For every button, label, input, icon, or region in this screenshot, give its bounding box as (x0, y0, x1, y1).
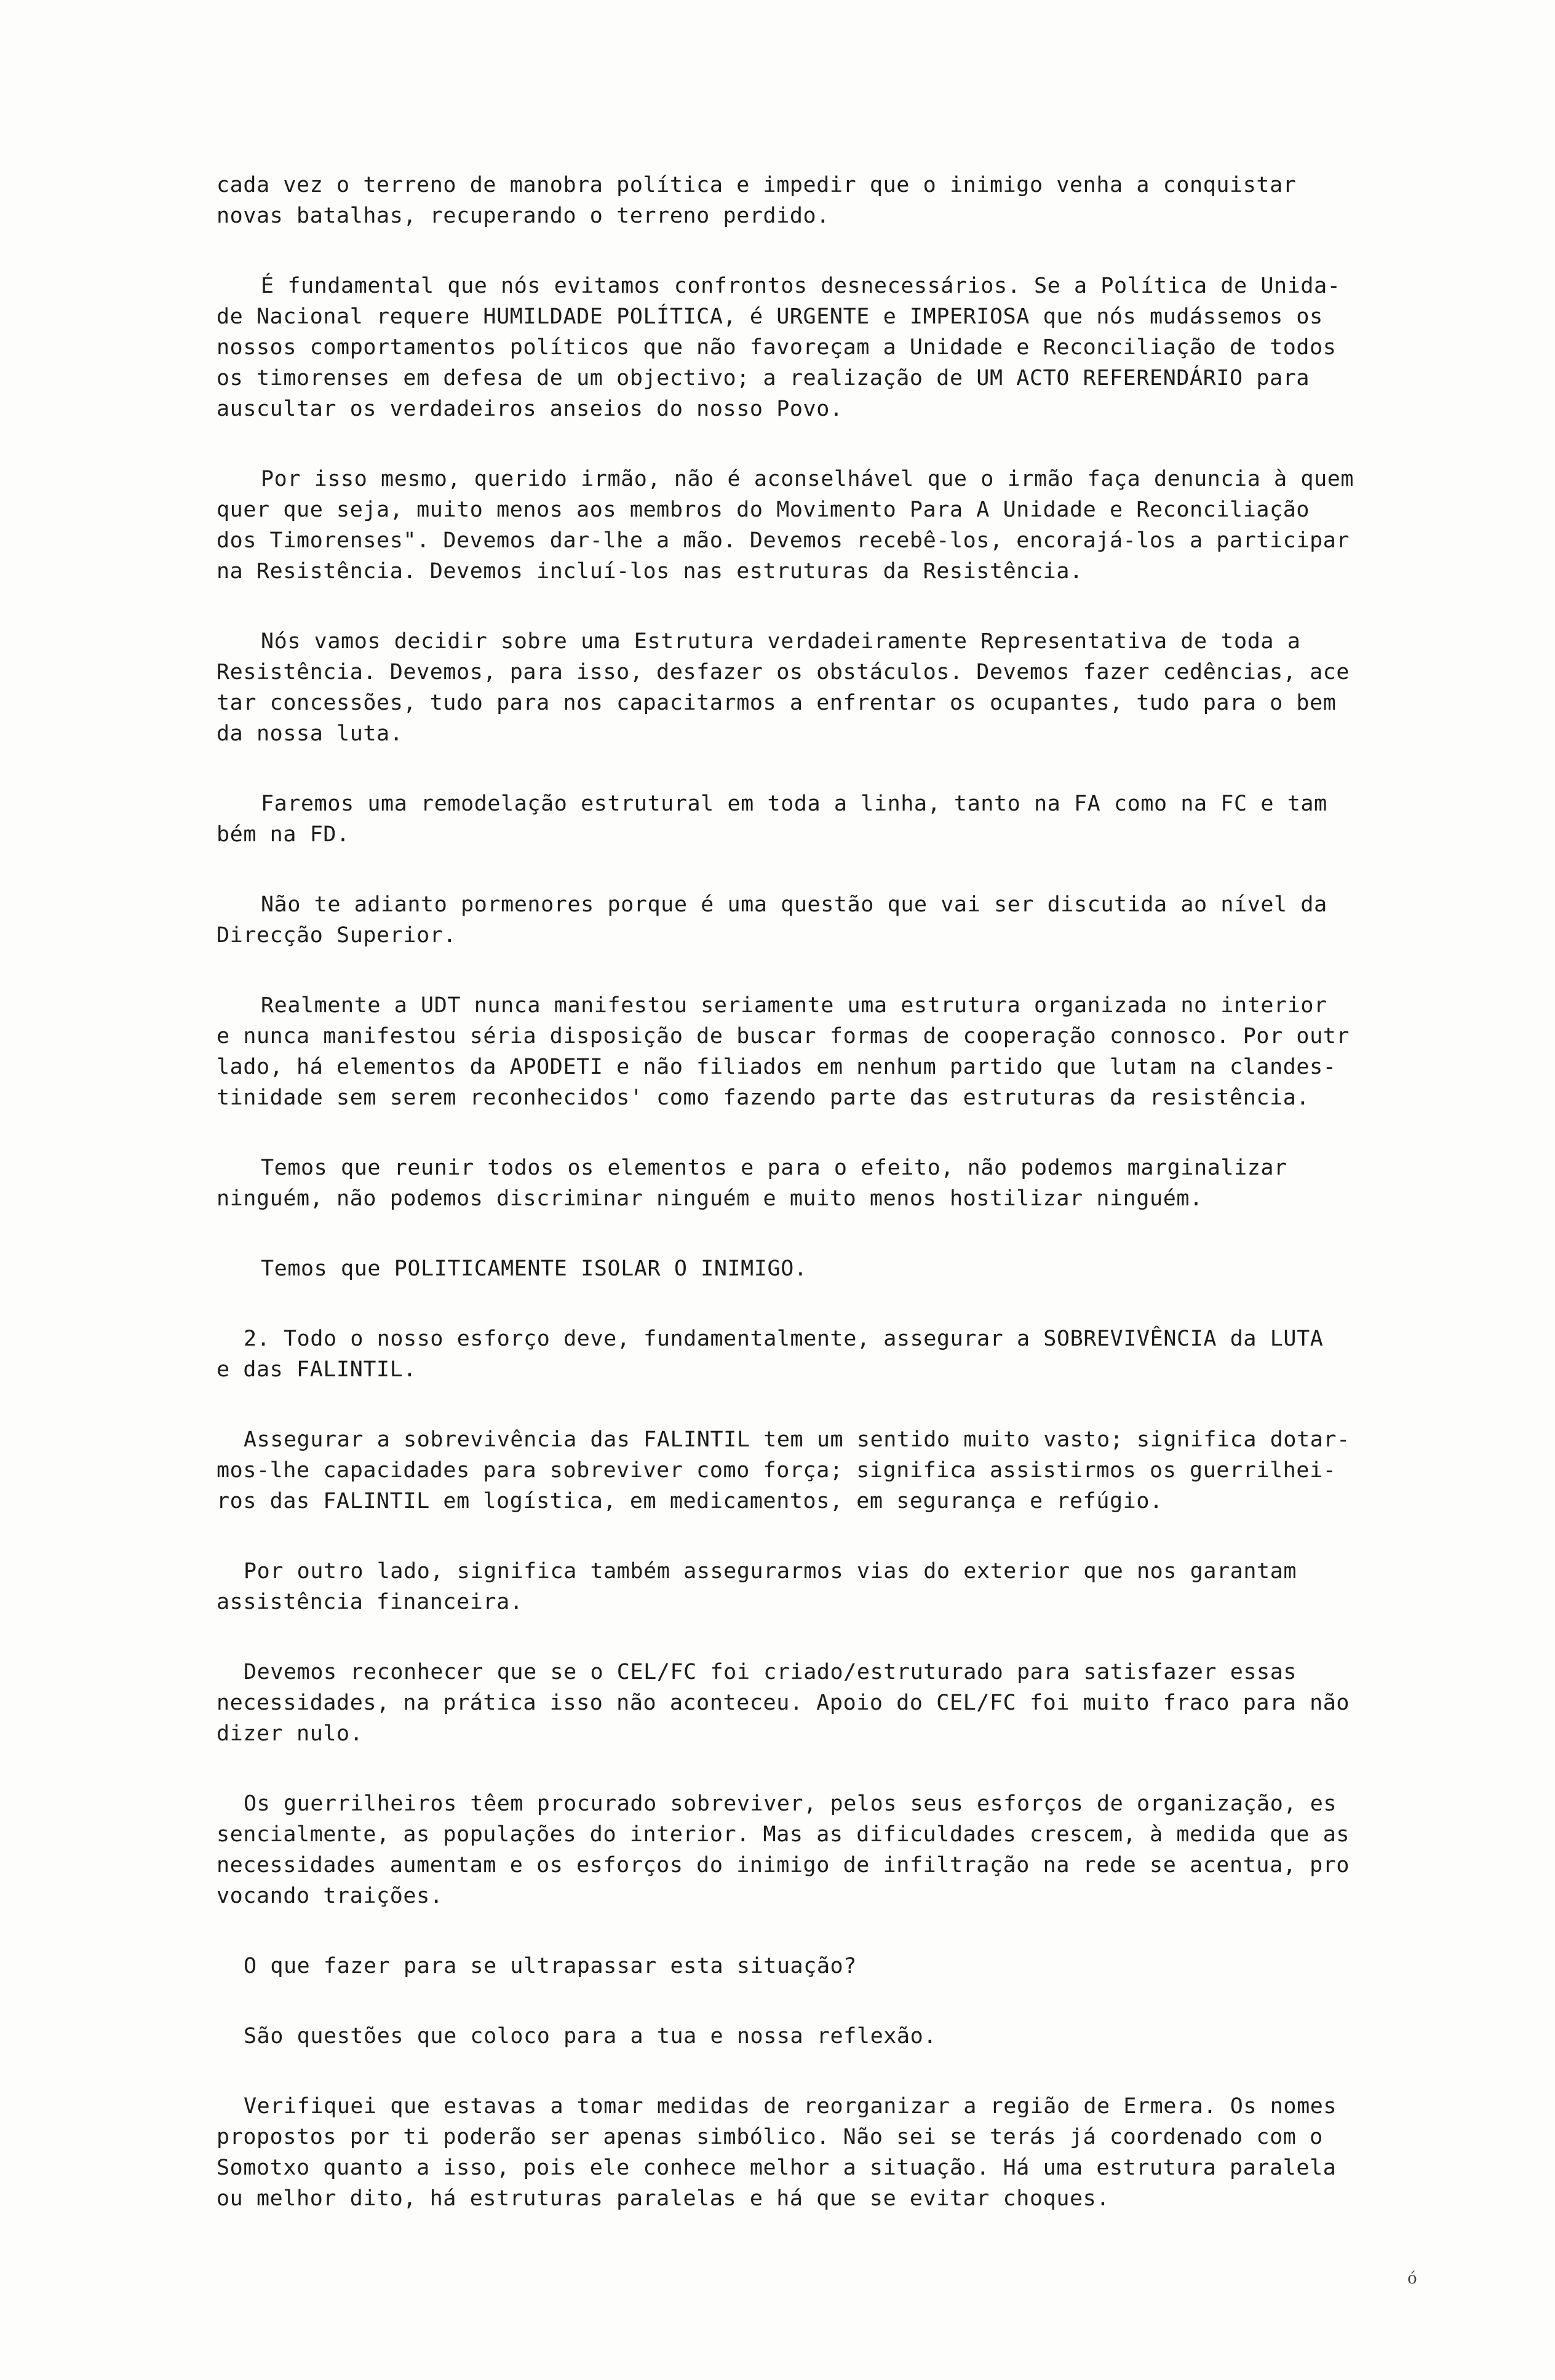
text-line: nossos comportamentos políticos que não favoreçam a Unidade e Reconciliação de todos (217, 335, 1337, 360)
text-line: 2. Todo o nosso esforço deve, fundamentalmente, assegurar a SOBREVIVÊNCIA da LUTA (244, 1327, 1324, 1351)
paragraph (217, 170, 1502, 231)
text-line: dos Timorenses". Devemos dar-lhe a mão. Devemos recebê-los, encorajá-los a participar (217, 528, 1350, 553)
text-line: os timorenses em defesa de um objectivo; a realização de UM ACTO REFERENDÁRIO para (217, 366, 1310, 391)
paragraph (217, 889, 1502, 951)
text-line: lado, há elementos da APODETI e não filiados em nenhum partido que lutam na clandes- (217, 1055, 1337, 1079)
text-line: ros das FALINTIL em logística, em medicamentos, em segurança e refúgio. (217, 1489, 1163, 1513)
text-line: cada vez o terreno de manobra política e impedir que o inimigo venha a conquistar (217, 173, 1297, 197)
paragraph (217, 464, 1502, 587)
paragraph (217, 1253, 1502, 1284)
text-line: Nós vamos decidir sobre uma Estrutura verdadeiramente Representativa de toda a (261, 629, 1301, 654)
text-line: tar concessões, tudo para nos capacitarmos a enfrentar os ocupantes, tudo para o bem (217, 691, 1337, 715)
text-line: São questões que coloco para a tua e nossa reflexão. (244, 2024, 937, 2049)
text-line: Não te adianto pormenores porque é uma questão que vai ser discutida ao nível da (261, 892, 1327, 917)
text-line: Os guerrilheiros têem procurado sobreviver, pelos seus esforços de organização, es (244, 1791, 1337, 1816)
text-line: Faremos uma remodelação estrutural em toda a linha, tanto na FA como na FC e tam (261, 791, 1327, 816)
paragraph (217, 1788, 1502, 1911)
text-line: tinidade sem serem reconhecidos' como fazendo parte das estruturas da resistência. (217, 1085, 1310, 1110)
paragraph (217, 2091, 1502, 2214)
paragraph (217, 626, 1502, 749)
paragraph (217, 271, 1502, 424)
paragraph (217, 1323, 1502, 1385)
text-line: Direcção Superior. (217, 923, 457, 948)
text-line: Assegurar a sobrevivência das FALINTIL tem um sentido muito vasto; significa dotar- (244, 1427, 1350, 1452)
text-line: Somotxo quanto a isso, pois ele conhece melhor a situação. Há uma estrutura paralela (217, 2156, 1337, 2180)
text-line: ninguém, não podemos discriminar ninguém e muito menos hostilizar ninguém. (217, 1186, 1203, 1211)
text-line: de Nacional requere HUMILDADE POLÍTICA, é URGENTE e IMPERIOSA que nós mudássemos os (217, 304, 1323, 329)
text-line: ou melhor dito, há estruturas paralelas e há que se evitar choques. (217, 2186, 1110, 2211)
text-line: Temos que POLITICAMENTE ISOLAR O INIMIGO. (261, 1256, 808, 1281)
paragraph (217, 1657, 1502, 1749)
text-line: mos-lhe capacidades para sobreviver como força; significa assistirmos os guerrilhei- (217, 1458, 1337, 1483)
text-line: Devemos reconhecer que se o CEL/FC foi criado/estruturado para satisfazer essas (244, 1660, 1297, 1684)
paragraph (217, 1951, 1502, 1981)
paragraph (217, 2021, 1502, 2052)
paragraph (217, 990, 1502, 1113)
text-line: dizer nulo. (217, 1721, 364, 1746)
text-line: necessidades, na prática isso não aconteceu. Apoio do CEL/FC foi muito fraco para não (217, 1691, 1350, 1715)
text-line: vocando traições. (217, 1884, 443, 1908)
text-line: Realmente a UDT nunca manifestou seriamente uma estrutura organizada no interior (261, 993, 1327, 1018)
paragraph (217, 1152, 1502, 1214)
text-line: e nunca manifestou séria disposição de buscar formas de cooperação connosco. Por outr (217, 1024, 1350, 1049)
text-line: da nossa luta. (217, 721, 404, 746)
text-line: Por outro lado, significa também assegurarmos vias do exterior que nos garantam (244, 1559, 1297, 1584)
text-line: Resistência. Devemos, para isso, desfazer os obstáculos. Devemos fazer cedências, ace (217, 660, 1350, 684)
text-line: O que fazer para se ultrapassar esta situação? (244, 1954, 857, 1978)
page-mark: ó (1407, 2269, 1417, 2288)
text-line: Verifiquei que estavas a tomar medidas de reorganizar a região de Ermera. Os nomes (244, 2094, 1337, 2119)
paragraph (217, 1556, 1502, 1617)
text-line: propostos por ti poderão ser apenas simbólico. Não sei se terás já coordenado com o (217, 2125, 1323, 2149)
text-line: assistência financeira. (217, 1590, 523, 1614)
text-line: na Resistência. Devemos incluí-los nas estruturas da Resistência. (217, 559, 1083, 584)
text-line: quer que seja, muito menos aos membros do Movimento Para A Unidade e Reconciliação (217, 498, 1310, 522)
text-line: Temos que reunir todos os elementos e para o efeito, não podemos marginalizar (261, 1156, 1287, 1180)
text-line: bém na FD. (217, 822, 350, 847)
text-line: sencialmente, as populações do interior. Mas as dificuldades crescem, à medida que as (217, 1822, 1350, 1847)
text-line: É fundamental que nós evitamos confrontos desnecessários. Se a Política de Unida- (261, 274, 1341, 298)
letter-body (217, 170, 1502, 2253)
text-line: novas batalhas, recuperando o terreno perdido. (217, 204, 830, 228)
text-line: e das FALINTIL. (217, 1357, 417, 1382)
text-line: auscultar os verdadeiros anseios do nosso Povo. (217, 397, 843, 421)
paragraph (217, 788, 1502, 850)
paragraph (217, 1424, 1502, 1517)
text-line: Por isso mesmo, querido irmão, não é aconselhável que o irmão faça denuncia à quem (261, 467, 1354, 491)
text-line: necessidades aumentam e os esforços do inimigo de infiltração na rede se acentua, pro (217, 1853, 1350, 1878)
